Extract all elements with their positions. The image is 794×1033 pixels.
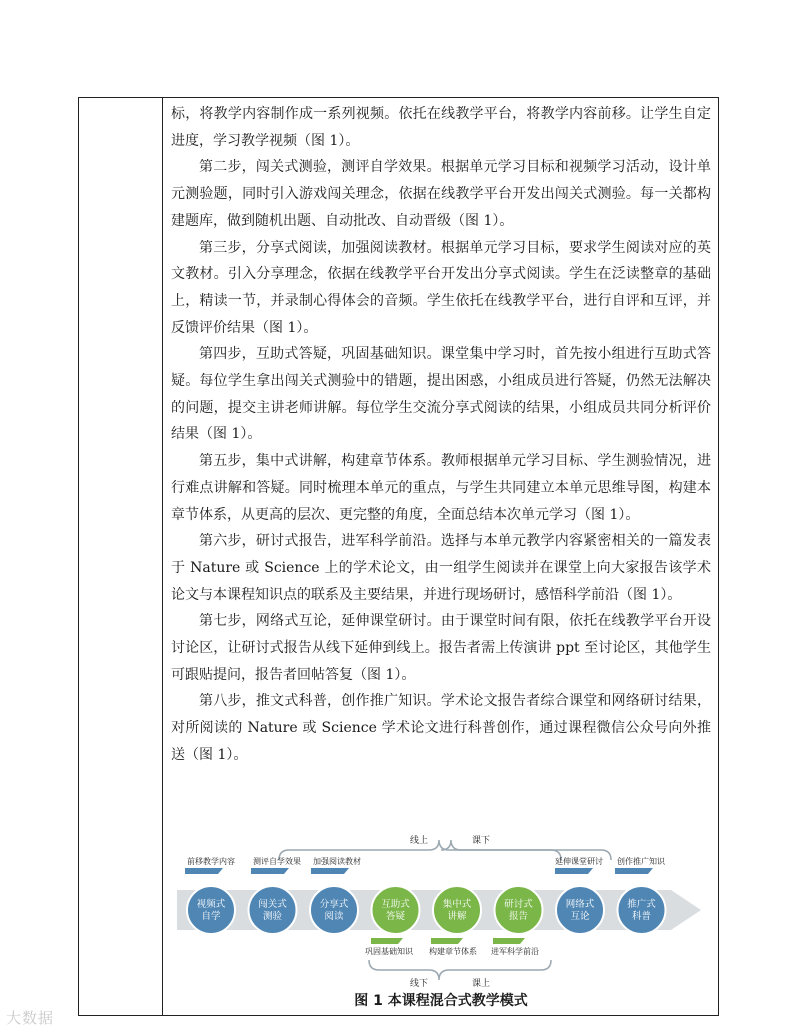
top-flag-3: [311, 868, 349, 874]
bottom-label-2: [429, 938, 477, 956]
flow-diagram: [171, 830, 711, 990]
flow-node-label: 集中式: [442, 899, 472, 910]
flow-node-label: 互助式: [381, 899, 410, 910]
flow-node-circle: [556, 886, 604, 934]
top-brace-label-1: 线上: [409, 836, 429, 846]
flow-node-label: 答疑: [385, 911, 406, 922]
flow-node-6: [495, 886, 543, 934]
watermark-logo: 大数据: [6, 1009, 55, 1027]
flow-node-label: 讲解: [447, 911, 467, 922]
flow-node-3: [310, 886, 358, 934]
paragraph-3: 第三步，分享式阅读，加强阅读教材。根据单元学习目标，要求学生阅读对应的英文教材。引入分享理念，依据在线教学平台开发出分享式阅读。学生在泛读整章的基础上，精读一节，并录制心得体会的音频。学生依托在线教学平台，进行自评和互评，并反馈评价结果（图 1）。: [171, 239, 711, 336]
svg-text:创作推广知识: 创作推广知识: [617, 857, 665, 866]
svg-text:加强阅读教材: 加强阅读教材: [313, 857, 361, 866]
flow-node-label: 互论: [570, 911, 590, 922]
paragraph-6: 第六步，研讨式报告，进军科学前沿。选择与本单元教学内容紧密相关的一篇发表于 Nature 或 Science 上的学术论文，由一组学生阅读并在课堂上向大家报告该学术论文与本课程知识点的联系及主要结果，并进行现场研讨，感悟科学前沿（图 1）。: [171, 533, 711, 603]
bottom-flag-3: [493, 938, 525, 944]
bottom-brace-label-2: 课上: [471, 979, 491, 989]
top-flag-5: [615, 868, 653, 874]
column-divider: [162, 98, 163, 1015]
svg-text:进军科学前沿: 进军科学前沿: [491, 947, 539, 956]
teaching-mode-figure: [171, 830, 711, 1010]
flow-node-label: 研讨式: [504, 899, 533, 910]
top-label-3: [311, 856, 361, 874]
flow-node-circle: [310, 886, 358, 934]
paragraph-1: 标，将教学内容制作成一系列视频。依托在线教学平台，将教学内容前移。让学生自定进度，学习教学视频（图 1）。: [171, 106, 711, 149]
flow-node-1: [187, 886, 235, 934]
bottom-brace-label-1: 线下: [409, 979, 429, 989]
flow-node-5: [433, 886, 481, 934]
bottom-flag-1: [371, 938, 403, 944]
bottom-brace: [369, 960, 551, 980]
figure-caption: 图 1 本课程混合式教学模式: [354, 993, 528, 1009]
flow-node-label: 测验: [262, 911, 283, 922]
flow-node-label: 阅读: [324, 911, 344, 922]
flow-node-circle: [495, 886, 543, 934]
flow-node-circle: [618, 886, 666, 934]
paragraph-8: 第八步，推文式科普，创作推广知识。学术论文报告者综合课堂和网络研讨结果，对所阅读的 Nature 或 Science 学术论文进行科普创作，通过课程微信公众号向外推送（图 1）。: [171, 693, 711, 763]
paragraph-4: 第四步，互助式答疑，巩固基础知识。课堂集中学习时，首先按小组进行互助式答疑。每位学生拿出闯关式测验中的错题，提出困惑，小组成员进行答疑，仍然无法解决的问题，提交主讲老师讲解。每位学生交流分享式阅读的结果，小组成员共同分析评价结果（图 1）。: [171, 346, 711, 443]
flow-node-label: 自学: [201, 911, 221, 922]
flow-node-circle: [433, 886, 481, 934]
svg-text:延伸课堂研讨: 延伸课堂研讨: [555, 857, 603, 866]
top-label-5: [615, 856, 666, 874]
flow-node-2: [249, 886, 297, 934]
top-label-4: [555, 856, 603, 874]
top-brace-label-2: 课下: [471, 836, 491, 846]
bottom-label-3: [491, 938, 539, 956]
flow-node-circle: [249, 886, 297, 934]
flow-node-circle: [372, 886, 420, 934]
svg-text:构建章节体系: 构建章节体系: [429, 947, 477, 956]
svg-text:巩固基础知识: 巩固基础知识: [365, 947, 413, 956]
paragraph-5: 第五步，集中式讲解，构建章节体系。教师根据单元学习目标、学生测验情况，进行难点讲解和答疑。同时梳理本单元的重点，与学生共同建立本单元思维导图，构建本章节体系，从更高的层次、更完整的角度，全面总结本次单元学习（图 1）。: [171, 453, 711, 523]
flow-node-label: 推广式: [627, 899, 656, 910]
bottom-label-1: [365, 938, 414, 956]
flow-node-label: 科普: [631, 911, 652, 922]
paragraph-7: 第七步，网络式互论，延伸课堂研讨。由于课堂时间有限，依托在线教学平台开设讨论区，让研讨式报告从线下延伸到线上。报告者需上传演讲 ppt 至讨论区，其他学生可跟贴提问，报告者回帖答复（图 1）。: [171, 613, 711, 683]
flow-node-label: 分享式: [319, 899, 349, 910]
top-label-1: [185, 856, 235, 874]
paragraph-2: 第二步，闯关式测验，测评自学效果。根据单元学习目标和视频学习活动，设计单元测验题，同时引入游戏闯关理念，依据在线教学平台开发出闯关式测验。每一关都构建题库，做到随机出题、自动批改、自动晋级（图 1）。: [171, 159, 711, 229]
flow-node-circle: [187, 886, 235, 934]
svg-text:前移教学内容: 前移教学内容: [187, 857, 235, 866]
flow-node-label: 闯关式: [258, 899, 287, 910]
flow-node-label: 网络式: [565, 899, 595, 910]
top-flag-1: [185, 868, 223, 874]
svg-text:测评自学效果: 测评自学效果: [253, 857, 301, 866]
flow-node-label: 视频式: [196, 899, 226, 910]
top-label-2: [251, 856, 301, 874]
top-flag-2: [251, 868, 289, 874]
flow-node-label: 报告: [508, 911, 529, 922]
flow-node-4: [372, 886, 420, 934]
flow-node-7: [556, 886, 604, 934]
bottom-flag-2: [431, 938, 463, 944]
body-text: [171, 101, 711, 769]
flow-node-8: [618, 886, 666, 934]
content-table: [78, 97, 719, 1016]
top-flag-4: [555, 868, 593, 874]
